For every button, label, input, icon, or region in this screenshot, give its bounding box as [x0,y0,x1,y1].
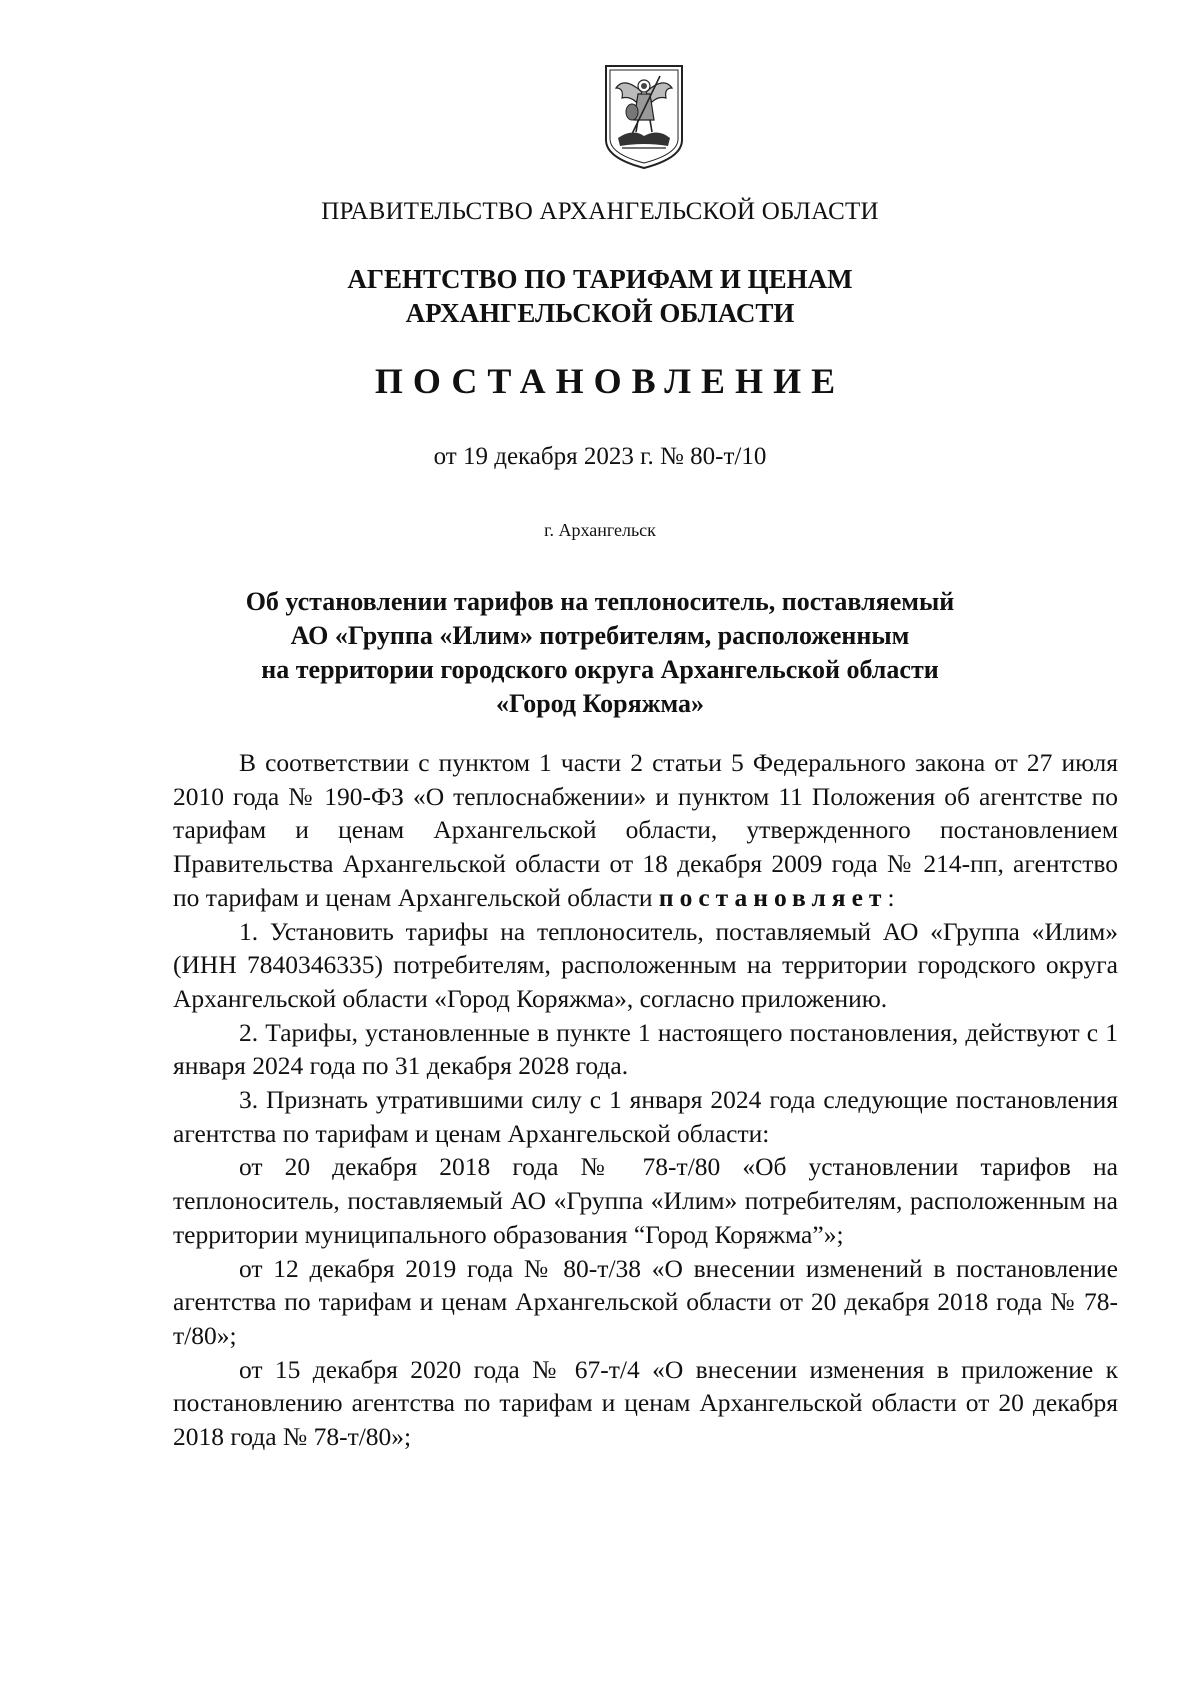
repealed-decree-1: от 20 декабря 2018 года № 78-т/80 «Об установлении тарифов на теплоноситель, поставляемый АО «Группа «Илим» потребителям, расположенным на территории муниципального образования “Город Коряжма”»; [173,1152,1118,1249]
item-2-paragraph: 2. Тарифы, установленные в пункте 1 настоящего постановления, действуют с 1 января 2024 года по 31 декабря 2028 года. [173,1017,1118,1081]
subject-line2: АО «Группа «Илим» потребителям, расположенным [290,621,910,650]
date-and-number: от 19 декабря 2023 г. № 80-т/10 [433,443,767,470]
item-1-paragraph: 1. Установить тарифы на теплоноситель, поставляемый АО «Группа «Илим» (ИНН 7840346335) потребителям, расположенным на территории городского округа Архангельской области «Город Коряжма», согласно приложению. [173,916,1118,1013]
repealed-decree-3: от 15 декабря 2020 года № 67-т/4 «О внесении изменения в приложение к постановлению агентства по тарифам и ценам Архангельской области от 20 декабря 2018 года № 78-т/80»; [173,1354,1118,1452]
coat-of-arms-icon [602,62,686,172]
subject-line4: «Город Коряжма» [495,689,705,718]
item-3-paragraph: 3. Признать утратившими силу с 1 января 2024 года следующие постановления агентства по тарифам и ценам Архангельской области: [173,1085,1118,1148]
agency-name-line1: АГЕНТСТВО ПО ТАРИФАМ И ЦЕНАМ [347,264,853,294]
resolves-colon: : [887,882,895,912]
repealed-decree-2: от 12 декабря 2019 года № 80-т/38 «О внесении изменений в постановление агентства по тарифам и ценам Архангельской области от 20 декабря 2018 года № 78-т/80»; [173,1253,1118,1350]
document-type-title: ПОСТАНОВЛЕНИЕ [374,361,846,401]
government-name: ПРАВИТЕЛЬСТВО АРХАНГЕЛЬСКОЙ ОБЛАСТИ [321,198,879,225]
subject-line1: Об установлении тарифов на теплоноситель, поставляемый [245,587,955,616]
preamble-text: В соответствии с пунктом 1 части 2 статьи 5 Федерального закона от 27 июля 2010 года № 190-ФЗ «О теплоснабжении» и пунктом 11 Положения об агентстве по тарифам и ценам Архангельской области, утвержденного постановлением Правительства Архангельской области от 18 декабря 2009 года № 214-пп, агентство по тарифам и ценам Архангельской области [173,748,1118,912]
preamble-paragraph [173,746,1118,915]
subject-line3: на территории городского округа Архангельской области [261,655,939,684]
city-name: г. Архангельск [544,520,656,540]
resolves-word: постановляет [658,882,888,912]
document-body [173,746,1118,1454]
agency-name-line2: АРХАНГЕЛЬСКОЙ ОБЛАСТИ [405,298,795,328]
document-subject [0,585,1200,721]
agency-name [0,262,1200,330]
